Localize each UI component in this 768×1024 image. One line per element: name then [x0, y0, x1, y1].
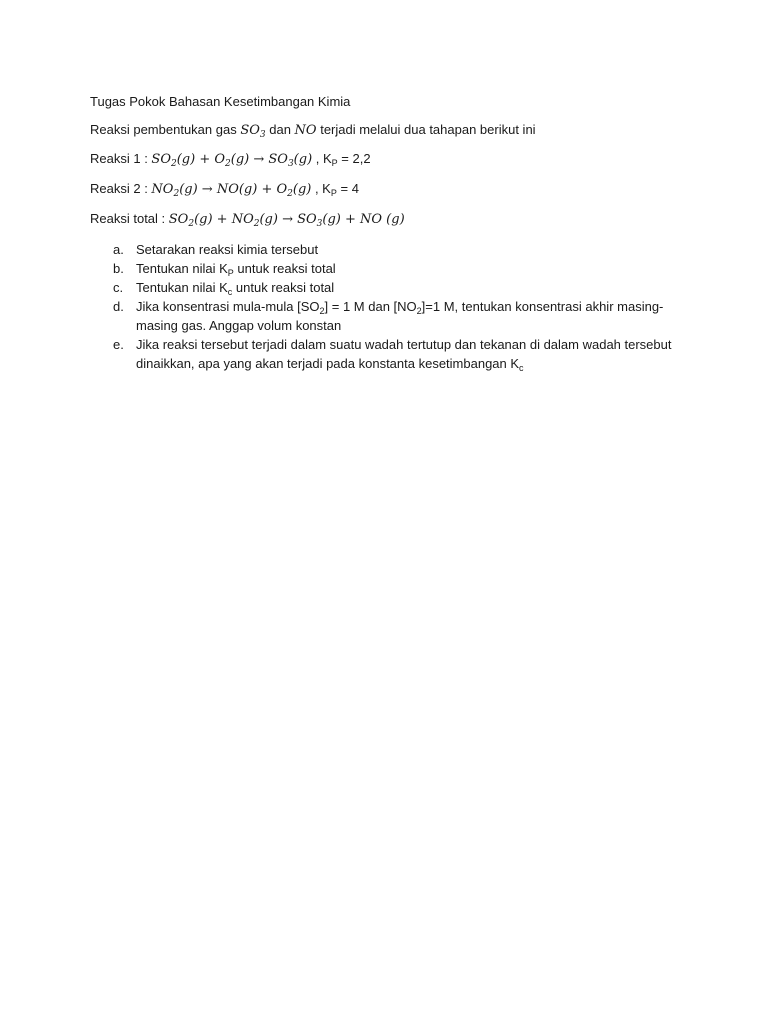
- list-marker: d.: [113, 299, 124, 314]
- intro-middle: dan: [265, 122, 295, 137]
- reaksi-1-label: Reaksi 1 :: [90, 151, 152, 166]
- reaksi-1-equation: $SO_2(g) + O_2(g) \to SO_3(g)$: [151, 152, 313, 169]
- reaksi-total-label: Reaksi total :: [90, 211, 169, 226]
- intro-prefix: Reaksi pembentukan gas: [90, 122, 241, 137]
- list-marker: b.: [113, 261, 124, 276]
- document-page: [90, 93, 690, 373]
- intro-text: [90, 121, 690, 140]
- question-list: [90, 240, 690, 373]
- list-item: [90, 259, 691, 278]
- reaksi-1-k: , $K_P = 2,2$: [312, 151, 371, 168]
- document-title: Tugas Pokok Bahasan Kesetimbangan Kimia: [90, 94, 351, 109]
- reaksi-2: [90, 180, 690, 199]
- question-text: Jika konsentrasi mula-mula $[SO_2] = 1$ M dan $[NO_2]=1$ M, tentukan konsentrasi akhir masing-masing gas. Anggap volum konstan: [136, 299, 664, 333]
- reaksi-1: [90, 150, 690, 169]
- question-text: Jika reaksi tersebut terjadi dalam suatu wadah tertutup dan tekanan di dalam wadah tersebut dinaikkan, apa yang akan terjadi pada konstanta kesetimbangan $K_c$: [136, 337, 672, 373]
- list-marker: a.: [113, 242, 124, 257]
- reaksi-total: [90, 210, 690, 229]
- list-marker: e.: [113, 337, 124, 352]
- list-item: [90, 240, 691, 259]
- list-marker: c.: [113, 280, 124, 295]
- list-item: [90, 278, 691, 297]
- reaksi-2-label: Reaksi 2 :: [90, 181, 152, 196]
- intro-suffix: terjadi melalui dua tahapan berikut ini: [316, 122, 536, 137]
- question-text: Tentukan nilai $K_P$ untuk reaksi total: [136, 261, 336, 278]
- gas-so3-formula: $SO_3$: [240, 123, 266, 140]
- gas-no-formula: NO: [294, 123, 317, 138]
- reaksi-2-equation: $NO_2(g) \to NO(g) + O_2(g)$: [151, 182, 312, 199]
- question-text: Setarakan reaksi kimia tersebut: [136, 242, 319, 257]
- reaksi-total-equation: $SO_2(g) + NO_2(g) \to SO_3(g)$ + NO (g): [168, 212, 405, 229]
- list-item: [90, 335, 691, 373]
- question-text: Tentukan nilai $K_c$ untuk reaksi total: [136, 280, 335, 297]
- list-item: [90, 297, 691, 335]
- reaksi-2-k: , $K_P = 4$: [311, 181, 359, 198]
